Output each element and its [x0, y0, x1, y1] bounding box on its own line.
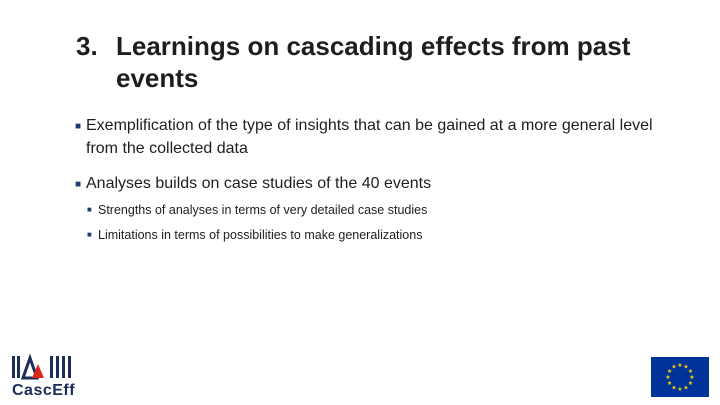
eu-star-icon: ★ — [687, 368, 694, 375]
eu-star-icon: ★ — [666, 380, 673, 387]
eu-star-icon: ★ — [683, 384, 689, 392]
sub-bullet-item — [87, 226, 685, 244]
eu-star-icon: ★ — [677, 362, 683, 369]
sub-bullet-list — [75, 201, 685, 244]
eu-star-icon: ★ — [666, 368, 673, 375]
bullet-item — [75, 114, 685, 160]
bullet-marker-icon: ■ — [75, 121, 82, 132]
casceff-logo — [10, 350, 100, 400]
bullet-list — [75, 114, 685, 251]
sub-bullet-text: Strengths of analyses in terms of very detailed case studies — [98, 203, 428, 217]
title-number: 3. — [76, 31, 98, 61]
eu-star-icon: ★ — [687, 380, 694, 387]
slide-title — [76, 30, 696, 94]
eu-star-icon: ★ — [689, 374, 695, 381]
bullet-text: Exemplification of the type of insights that can be gained at a more general level from the collected data — [86, 117, 653, 157]
bullet-marker-icon: ■ — [87, 230, 92, 239]
bullet-text: Analyses builds on case studies of the 40 events — [86, 175, 432, 192]
sub-bullet-text: Limitations in terms of possibilities to make generalizations — [98, 228, 423, 242]
sub-bullet-item — [87, 201, 685, 219]
bullet-marker-icon: ■ — [75, 179, 82, 190]
eu-star-icon: ★ — [665, 374, 671, 381]
eu-flag-icon — [651, 357, 709, 397]
title-text: Learnings on cascading effects from past events — [116, 31, 631, 93]
eu-star-icon: ★ — [683, 363, 689, 371]
eu-star-icon: ★ — [671, 384, 677, 392]
bullet-item — [75, 172, 685, 195]
cascade-bars-icon — [10, 352, 90, 382]
eu-stars — [651, 357, 709, 397]
eu-star-icon: ★ — [677, 386, 683, 393]
eu-star-icon: ★ — [671, 363, 677, 371]
bullet-marker-icon: ■ — [87, 205, 92, 214]
logo-wordmark: CascEff — [12, 382, 76, 399]
